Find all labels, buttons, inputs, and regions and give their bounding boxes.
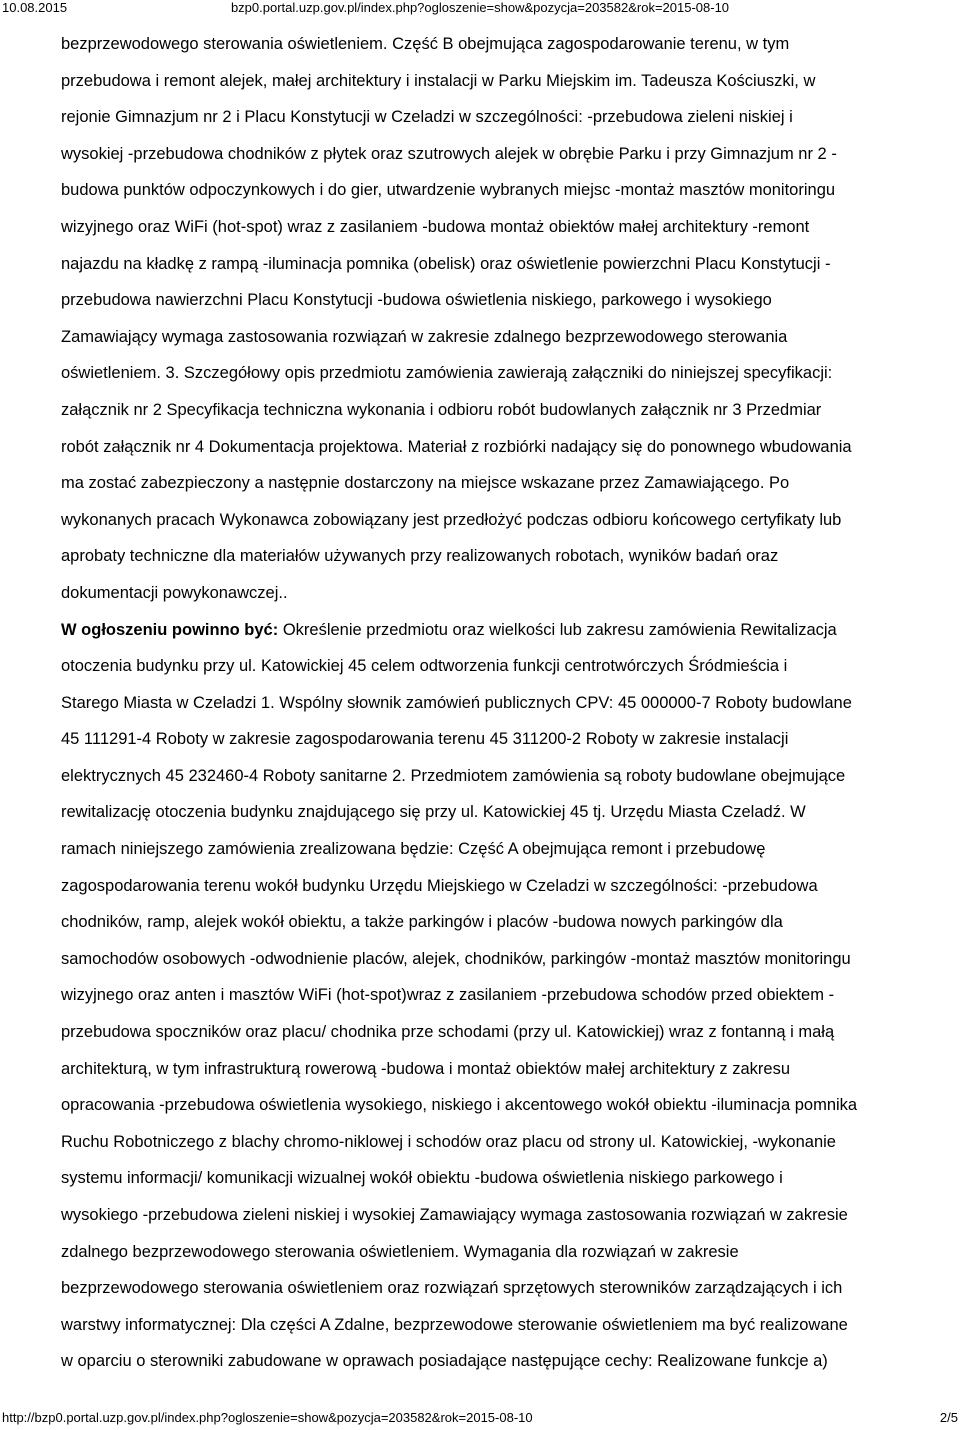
text-line: wysokiej -przebudowa chodników z płytek oraz szutrowych alejek w obrębie Parku i przy Gimnazjum nr 2 - — [61, 144, 837, 163]
section-label-text: Określenie przedmiotu oraz wielkości lub zakresu zamówienia Rewitalizacja — [278, 620, 837, 639]
text-line: Starego Miasta w Czeladzi 1. Wspólny słownik zamówień publicznych CPV: 45 000000-7 Roboty budowlane — [61, 693, 852, 712]
text-line: opracowania -przebudowa oświetlenia wysokiego, niskiego i akcentowego wokół obiektu -iluminacja pomnika — [61, 1096, 858, 1115]
print-date: 10.08.2015 — [2, 0, 68, 15]
text-line: najazdu na kładkę z rampą -iluminacja pomnika (obelisk) oraz oświetlenie powierzchni Placu Konstytucji - — [61, 254, 831, 273]
text-line: załącznik nr 2 Specyfikacja techniczna wykonania i odbioru robót budowlanych załącznik nr 3 Przedmiar — [61, 400, 822, 419]
section-label: W ogłoszeniu powinno być: — [61, 620, 279, 639]
text-line: ma zostać zabezpieczony a następnie dostarczony na miejsce wskazane przez Zamawiającego. Po — [61, 474, 790, 493]
text-line: budowa punktów odpoczynkowych i do gier, utwardzenie wybranych miejsc -montaż masztów monitoringu — [61, 181, 836, 200]
text-line: aprobaty techniczne dla materiałów używanych przy realizowanych robotach, wyników badań oraz — [61, 547, 779, 566]
text-line: otoczenia budynku przy ul. Katowickiej 45 celem odtworzenia funkcji centrotwórczych Śródmieścia i — [61, 657, 788, 676]
text-line: przebudowa i remont alejek, małej architektury i instalacji w Parku Miejskim im. Tadeusza Kościuszki, w — [61, 71, 816, 90]
text-line: chodników, ramp, alejek wokół obiektu, a także parkingów i placów -budowa nowych parkingów dla — [61, 913, 783, 932]
text-line: 45 111291-4 Roboty w zakresie zagospodarowania terenu 45 311200-2 Roboty w zakresie instalacji — [61, 730, 789, 749]
text-line: bezprzewodowego sterowania oświetleniem oraz rozwiązań sprzętowych sterowników zarządzających i ich — [61, 1279, 843, 1298]
text-line: bezprzewodowego sterowania oświetleniem. Część B obejmująca zagospodarowanie terenu, w tym — [61, 35, 790, 53]
text-line: Zamawiający wymaga zastosowania rozwiązań w zakresie zdalnego bezprzewodowego sterowania — [61, 327, 788, 346]
text-line: wysokiego -przebudowa zieleni niskiej i wysokiej Zamawiający wymaga zastosowania rozwiązań w zakresie — [61, 1206, 848, 1224]
text-line: wykonanych pracach Wykonawca zobowiązany jest przedłożyć podczas odbioru końcowego certyfikaty lub — [61, 510, 842, 529]
print-footer — [0, 1410, 960, 1430]
text-line: ramach niniejszego zamówienia zrealizowana będzie: Część A obejmująca remont i przebudowę — [61, 840, 766, 859]
text-line: zdalnego bezprzewodowego sterowania oświetleniem. Wymagania dla rozwiązań w zakresie — [61, 1242, 739, 1261]
text-line: wizyjnego oraz WiFi (hot-spot) wraz z zasilaniem -budowa montaż obiektów małej architektury -remont — [61, 217, 810, 236]
print-header-url: bzp0.portal.uzp.gov.pl/index.php?ogloszenie=show&pozycja=203582&rok=2015-08-10 — [230, 0, 730, 15]
text-line: rejonie Gimnazjum nr 2 i Placu Konstytucji w Czeladzi w szczególności: -przebudowa zieleni niskiej i — [61, 108, 793, 127]
text-line: wizyjnego oraz anten i masztów WiFi (hot-spot)wraz z zasilaniem -przebudowa schodów przed obiektem - — [61, 986, 835, 1005]
document-body — [61, 26, 953, 1380]
text-line: Ruchu Robotniczego z blachy chromo-niklowej i schodów oraz placu od strony ul. Katowickiej, -wykonanie — [61, 1132, 836, 1151]
text-line: oświetleniem. 3. Szczegółowy opis przedmiotu zamówienia zawierają załączniki do niniejszej specyfikacji: — [61, 364, 833, 383]
text-line: samochodów osobowych -odwodnienie placów, alejek, chodników, parkingów -montaż masztów monitoringu — [61, 949, 851, 968]
text-line: zagospodarowania terenu wokół budynku Urzędu Miejskiego w Czeladzi w szczególności: -przebudowa — [61, 876, 818, 895]
page-number: 2/5 — [939, 1410, 958, 1425]
text-line: architekturą, w tym infrastrukturą rowerową -budowa i montaż obiektów małej architektury z zakresu — [61, 1059, 791, 1078]
text-line: systemu informacji/ komunikacji wizualnej wokół obiektu -budowa oświetlenia niskiego parkowego i — [61, 1169, 783, 1188]
section-label-line — [61, 612, 953, 649]
print-header — [0, 0, 960, 20]
text-line: przebudowa spoczników oraz placu/ chodnika prze schodami (przy ul. Katowickiej) wraz z fontanną i małą — [61, 1023, 835, 1042]
text-line: robót załącznik nr 4 Dokumentacja projektowa. Materiał z rozbiórki nadający się do ponownego wbudowania — [61, 437, 852, 456]
print-footer-url: http://bzp0.portal.uzp.gov.pl/index.php?ogloszenie=show&pozycja=203582&rok=2015-08-10 — [2, 1410, 533, 1425]
text-line: dokumentacji powykonawczej.. — [61, 583, 288, 602]
text-line: rewitalizację otoczenia budynku znajdującego się przy ul. Katowickiej 45 tj. Urzędu Miasta Czeladź. W — [61, 803, 806, 822]
text-line: przebudowa nawierzchni Placu Konstytucji -budowa oświetlenia niskiego, parkowego i wysokiego — [61, 291, 772, 310]
text-line: elektrycznych 45 232460-4 Roboty sanitarne 2. Przedmiotem zamówienia są roboty budowlane obejmujące — [61, 766, 846, 785]
text-line: w oparciu o sterowniki zabudowane w oprawach posiadające następujące cechy: Realizowane funkcje a) — [61, 1352, 828, 1371]
text-line: warstwy informatycznej: Dla części A Zdalne, bezprzewodowe sterowanie oświetleniem ma być realizowane — [61, 1315, 848, 1334]
